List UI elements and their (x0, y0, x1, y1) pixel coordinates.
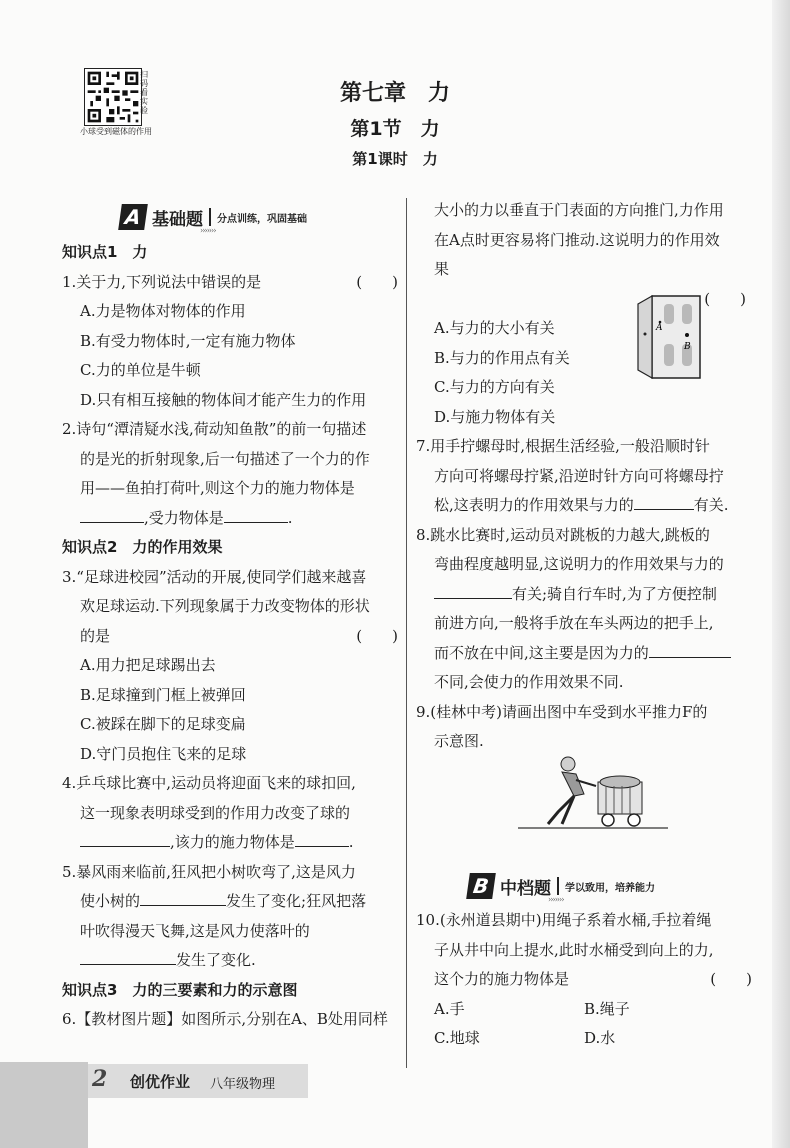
answer-blank[interactable] (295, 830, 349, 847)
question-4-line: 4.乒乓球比赛中,运动员将迎面飞来的球扣回, (62, 774, 356, 792)
text: 而不放在中间,这主要是因为力的 (434, 643, 649, 662)
text: 这个力的施力物体是 (434, 970, 570, 988)
footer-grade: 八年级物理 (210, 1077, 276, 1092)
answer-blank[interactable] (80, 506, 144, 523)
answer-blank[interactable] (634, 493, 694, 510)
question-4-line: 这一现象表明球受到的作用力改变了球的 (80, 803, 351, 822)
footer-brand: 创优作业 (130, 1073, 191, 1091)
footer-shade (0, 1062, 88, 1148)
page-edge (772, 0, 790, 1148)
question-6-line: 在A点时更容易将门推动.这说明力的作用效 (434, 230, 720, 249)
option: B.足球撞到门框上被弹回 (80, 685, 246, 704)
option: C.力的单位是牛顿 (80, 361, 201, 379)
text: 发生了变化;狂风把落 (226, 892, 367, 910)
question-8-line: 8.跳水比赛时,运动员对跳板的力越大,跳板的 (416, 525, 710, 544)
question-5-line: 叶吹得漫天飞舞,这是风力使落叶的 (80, 921, 310, 940)
question-6-line: 果 (434, 260, 450, 278)
question-10 (416, 906, 752, 1054)
question-3-line: 欢足球运动.下列现象属于力改变物体的形状 (80, 597, 370, 615)
question-5-line (62, 887, 398, 917)
question-7-line: 方向可将螺母拧紧,沿逆时针方向可将螺母拧 (434, 466, 724, 485)
option: A.用力把足球踢出去 (80, 656, 216, 674)
section-b-letter: B (466, 873, 496, 899)
text: ,该力的施力物体是 (170, 833, 295, 851)
answer-blank[interactable] (434, 582, 512, 599)
question-3-line (62, 622, 398, 652)
point-b-marker (685, 333, 689, 337)
option: D.守门员抱住飞来的足球 (80, 744, 247, 763)
question-10-line: 子从井中向上提水,此时水桶受到向上的力, (434, 940, 714, 959)
answer-blank[interactable] (140, 889, 226, 906)
text: . (348, 833, 354, 851)
answer-paren[interactable]: ( ) (356, 626, 398, 645)
question-8-line: 不同,会使力的作用效果不同. (434, 673, 624, 691)
option: D.与施力物体有关 (434, 407, 556, 426)
section-title: 第1节 力 (350, 118, 440, 140)
knowledge-point-3: 知识点3 力的三要素和力的示意图 (62, 980, 298, 999)
option: A.与力的大小有关 (434, 319, 555, 337)
arrows-decoration: ››››››› (548, 895, 564, 904)
section-a-subtitle: 分点训练，巩固基础 (217, 213, 307, 225)
page-footer (0, 1062, 790, 1148)
answer-blank[interactable] (80, 830, 170, 847)
option: C.与力的方向有关 (434, 378, 555, 396)
door-figure (636, 294, 708, 382)
question-7-line: 7.用手拧螺母时,根据生活经验,一般沿顺时针 (416, 437, 710, 455)
knowledge-point-2: 知识点2 力的作用效果 (62, 538, 223, 556)
question-1-text: 1.关于力,下列说法中错误的是 (62, 272, 262, 291)
section-b-divider (557, 877, 559, 895)
text: . (287, 508, 293, 527)
section-a-title: 基础题 (152, 209, 203, 230)
question-2-line (62, 504, 398, 534)
text: 的是 (80, 626, 111, 645)
left-column (62, 238, 398, 1035)
question-5-line: 5.暴风雨来临前,狂风把小树吹弯了,这是风力 (62, 862, 356, 881)
question-2-line: 2.诗句“潭清疑水浅,荷动知鱼散”的前一句描述 (62, 420, 367, 438)
option: C.被踩在脚下的足球变扁 (80, 715, 246, 733)
option: D.水 (584, 1029, 616, 1047)
section-b-title: 中档题 (500, 878, 551, 899)
right-column (416, 196, 752, 757)
question-2-line: 的是光的折射现象,后一句描述了一个力的作 (80, 449, 370, 468)
question-8-line (416, 639, 752, 669)
option-row (416, 995, 752, 1025)
door-label-a: A (656, 323, 663, 333)
question-9-line: 9.(桂林中考)请画出图中车受到水平推力F的 (416, 702, 708, 721)
question-10-line: 10.(永州道县期中)用绳子系着水桶,手拉着绳 (416, 911, 712, 929)
door-label-b: B (684, 342, 691, 352)
knowledge-point-1: 知识点1 力 (62, 243, 148, 261)
section-a-letter: A (118, 204, 148, 230)
lesson-title: 第1课时 力 (352, 150, 438, 168)
cart-push-figure (518, 752, 668, 832)
option: A.手 (434, 999, 465, 1018)
answer-paren[interactable]: ( ) (710, 970, 752, 988)
question-8-line: 弯曲程度越明显,这说明力的作用效果与力的 (434, 555, 724, 573)
option: B.有受力物体时,一定有施力物体 (80, 331, 296, 350)
answer-blank[interactable] (224, 506, 288, 523)
option: B.与力的作用点有关 (434, 348, 570, 367)
question-6-line: 6.【教材图片题】如图所示,分别在A、B处用同样 (62, 1010, 388, 1028)
option: D.只有相互接触的物体间才能产生力的作用 (80, 390, 367, 409)
qr-caption: 扫码看实验 (140, 70, 148, 115)
section-a-divider (209, 208, 211, 226)
question-8-line: 前进方向,一般将手放在车头两边的把手上, (434, 614, 714, 632)
question-4-line (62, 828, 398, 858)
question-8-line (416, 580, 752, 610)
text: 有关. (693, 496, 729, 514)
arrows-decoration: ››››››› (200, 226, 216, 235)
text: 有关;骑自行车时,为了方便控制 (512, 584, 717, 603)
question-1 (62, 268, 398, 298)
text: 发生了变化. (176, 951, 256, 969)
option-row (416, 1024, 752, 1054)
section-b-subtitle: 学以致用，培养能力 (565, 882, 655, 894)
qr-subtitle: 小球受到磁体的作用 (80, 127, 152, 136)
text: 使小树的 (80, 892, 141, 910)
question-3-line: 3.“足球进校园”活动的开展,使同学们越来越喜 (62, 567, 367, 586)
answer-paren[interactable]: ( ) (704, 289, 746, 308)
question-10-line (416, 965, 752, 995)
question-2-line: 用——鱼拍打荷叶,则这个力的施力物体是 (80, 479, 355, 497)
answer-blank[interactable] (649, 641, 731, 658)
option: A.力是物体对物体的作用 (80, 302, 246, 320)
question-7-line (416, 491, 752, 521)
text: ,受力物体是 (144, 508, 224, 527)
text: 松,这表明力的作用效果与力的 (434, 496, 634, 514)
option: C.地球 (434, 1029, 480, 1047)
chapter-title: 第七章 力 (339, 81, 450, 106)
question-9-line: 示意图. (434, 732, 484, 750)
question-5-line (62, 946, 398, 976)
option: B.绳子 (584, 999, 630, 1018)
answer-blank[interactable] (80, 948, 176, 965)
answer-paren[interactable]: ( ) (356, 272, 398, 291)
page-number: 2 (92, 1066, 108, 1092)
column-divider (406, 198, 407, 1068)
question-6-line: 大小的力以垂直于门表面的方向推门,力作用 (434, 201, 724, 219)
